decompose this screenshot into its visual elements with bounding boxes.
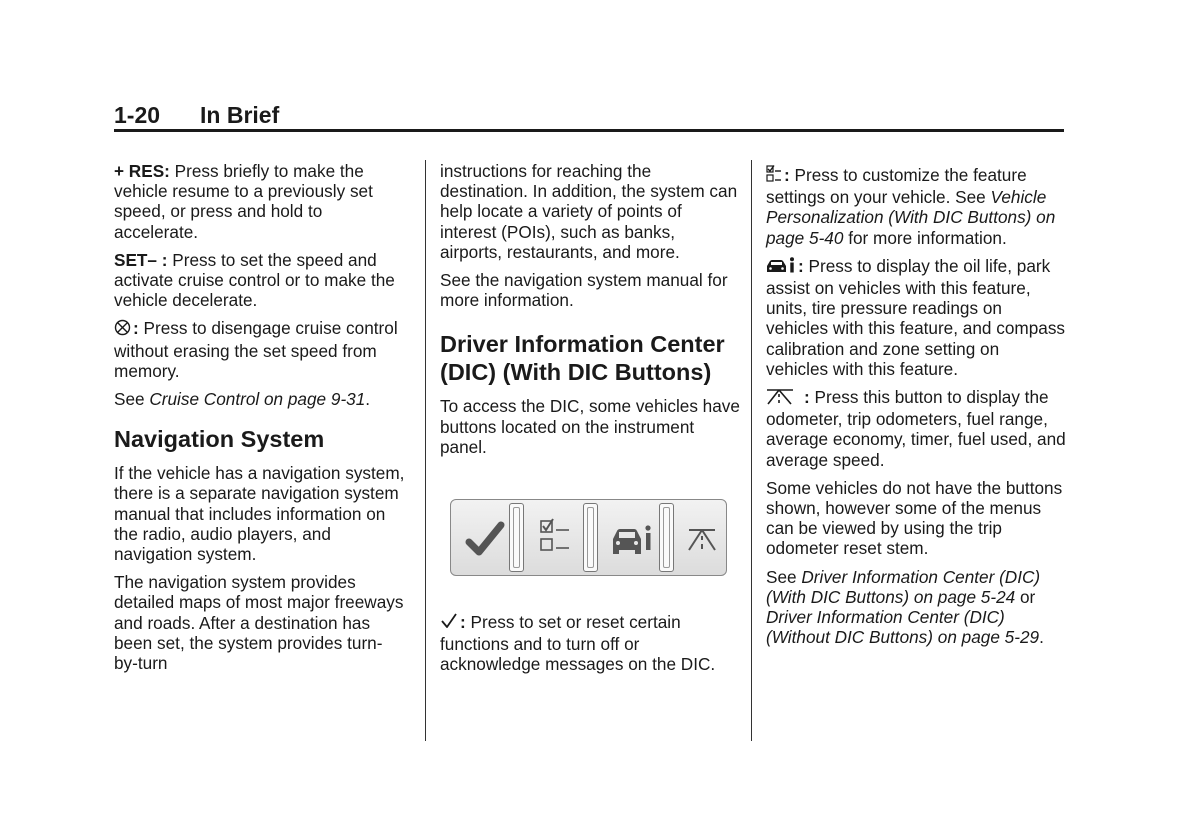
vehicle-personalization-link[interactable]: Vehicle Personalization (With DIC Buttons) on page 5-40 xyxy=(766,187,1056,248)
customize-label: : xyxy=(784,165,790,185)
customize-text: Press to customize the feature settings on your vehicle. See xyxy=(766,165,1027,208)
set-paragraph xyxy=(114,250,406,311)
dic-customize-button[interactable] xyxy=(535,506,577,569)
navigation-heading: Navigation System xyxy=(114,426,325,453)
see-prefix: See xyxy=(114,389,150,410)
column-divider xyxy=(751,160,752,741)
dic-intro: To access the DIC, some vehicles have buttons located on the instrument panel. xyxy=(440,396,740,457)
column-2 xyxy=(440,161,740,683)
see-cruise-paragraph xyxy=(114,389,406,409)
cancel-label: : xyxy=(133,318,139,339)
res-paragraph xyxy=(114,161,406,242)
cruise-cancel-icon xyxy=(114,319,131,340)
button-divider xyxy=(583,503,598,572)
dic-with-buttons-link[interactable]: Driver Information Center (DIC) (With DIC Buttons) on page 5-24 xyxy=(766,566,1041,607)
nav-paragraph-2: The navigation system provides detailed maps of most major freeways and roads. After a destination has been set, the system provides turn-by-turn xyxy=(114,572,404,674)
some-vehicles-paragraph: Some vehicles do not have the buttons shown, however some of the menus can be viewed by using the trip odometer reset stem. xyxy=(766,477,1063,559)
check-text: Press to set or reset certain functions and to turn off or acknowledge messages on the DIC. xyxy=(440,612,716,675)
button-divider xyxy=(659,503,674,572)
see-suffix: . xyxy=(1039,627,1044,648)
page-header xyxy=(114,100,1064,132)
set-text: Press to set the speed and activate cruise control or to make the vehicle decelerate. xyxy=(114,249,395,311)
dic-vehicle-info-button[interactable] xyxy=(609,506,655,569)
column-3 xyxy=(766,165,1066,655)
vehicle-info-text: Press to display the oil life, park assist on vehicles with this feature, units, tire pressure readings on vehicles with this feature, and compass calibration and zone setting on vehicles with this feature. xyxy=(766,255,1066,379)
see-dic-paragraph xyxy=(766,567,1066,648)
nav-continued: instructions for reaching the destination. In addition, the system can help locate a variety of points of interest (POIs), such as banks, airports, restaurants, and more. xyxy=(440,161,738,262)
column-divider xyxy=(425,160,426,741)
nav-manual-paragraph: See the navigation system manual for more information. xyxy=(440,270,728,311)
button-divider xyxy=(509,503,524,572)
trip-text: Press this button to display the odometer, trip odometers, fuel range, average economy, timer, fuel used, and average speed. xyxy=(766,387,1066,470)
dic-button-panel xyxy=(450,499,727,576)
check-label: : xyxy=(460,612,466,633)
see-or: or xyxy=(1015,586,1036,607)
vehicle-info-paragraph xyxy=(766,256,1066,379)
res-text: Press briefly to make the vehicle resume to a previously set speed, or press and hold to accelerate. xyxy=(114,161,373,242)
trip-label: : xyxy=(804,387,810,408)
customize-suffix: for more information. xyxy=(843,227,1007,248)
check-icon xyxy=(440,612,458,634)
dic-check-button[interactable] xyxy=(463,506,507,569)
page-number: 1-20 xyxy=(114,102,161,128)
res-label: + RES: xyxy=(114,161,170,181)
customize-paragraph xyxy=(766,165,1066,248)
cancel-paragraph xyxy=(114,318,406,381)
vehicle-info-icon xyxy=(766,257,796,278)
dic-without-buttons-link[interactable]: Driver Information Center (DIC) (Without DIC Buttons) on page 5-29 xyxy=(766,607,1040,648)
column-1 xyxy=(114,161,406,681)
section-title: In Brief xyxy=(200,102,280,128)
dic-heading: Driver Information Center (DIC) (With DIC Buttons) xyxy=(440,331,725,386)
customize-icon xyxy=(766,165,782,187)
trip-road-icon xyxy=(766,388,796,409)
set-label: SET– : xyxy=(114,249,168,270)
cancel-text: Press to disengage cruise control without erasing the set speed from memory. xyxy=(114,318,398,381)
see-prefix: See xyxy=(766,566,802,587)
nav-paragraph-1: If the vehicle has a navigation system, there is a separate navigation system manual that includes information on the radio, audio players, and navigation system. xyxy=(114,463,405,565)
dic-trip-button[interactable] xyxy=(683,506,723,569)
vehicle-info-label: : xyxy=(798,255,804,276)
trip-paragraph xyxy=(766,387,1066,470)
check-paragraph xyxy=(440,612,740,675)
cruise-control-link[interactable]: Cruise Control on page 9-31 xyxy=(149,389,366,410)
see-suffix: . xyxy=(365,389,371,410)
